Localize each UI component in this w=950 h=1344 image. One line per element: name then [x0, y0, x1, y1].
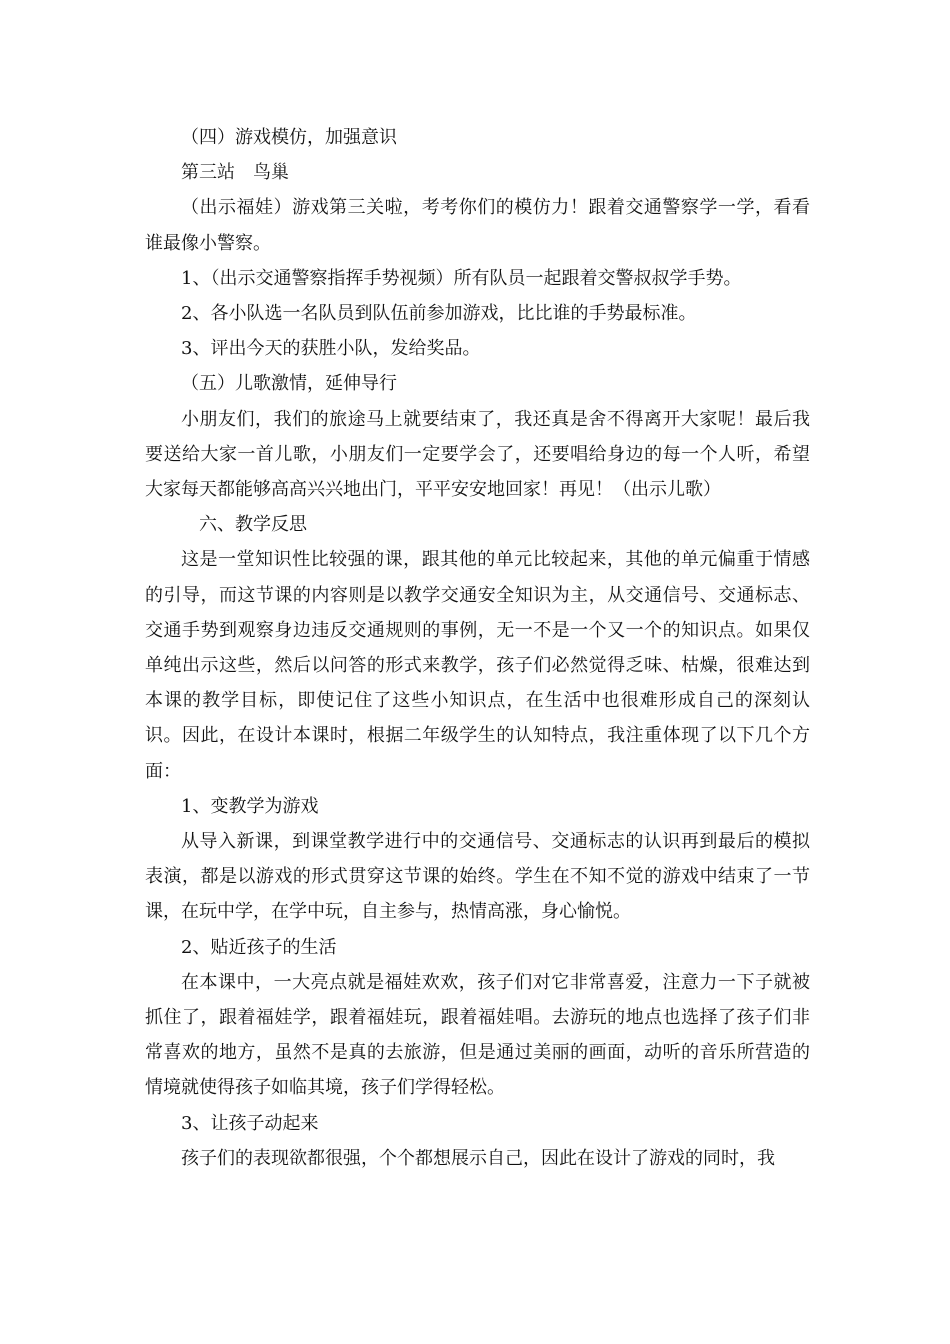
list-item-3: 3、评出今天的获胜小队，发给奖品。: [181, 338, 481, 360]
section-heading-nursery-rhyme: （五）儿歌激情，延伸导行: [181, 373, 397, 395]
point-heading-3: 3、让孩子动起来: [181, 1112, 319, 1134]
paragraph-reflection-intro: 这是一堂知识性比较强的课，跟其他的单元比较起来，其他的单元偏重于情感的引导，而这节课的内容则是以教学交通安全知识为主，从交通信号、交通标志、交通手势到观察身边违反交通规则的事例，无一不是一个又一个的知识点。如果仅单纯出示这些，然后以问答的形式来教学，孩子们必然觉得乏味、枯燥，很难达到本课的教学目标，即使记住了这些小知识点，在生活中也很难形成自己的深刻认识。因此，在设计本课时，根据二年级学生的认知特点，我注重体现了以下几个方面：: [145, 549, 810, 782]
paragraph-point-3: 孩子们的表现欲都很强，个个都想展示自己，因此在设计了游戏的同时，我: [181, 1147, 775, 1169]
list-item-1: 1、（出示交通警察指挥手势视频）所有队员一起跟着交警叔叔学手势。: [181, 267, 742, 289]
paragraph-show-fuwa: （出示福娃）游戏第三关啦，考考你们的模仿力！跟着交通警察学一学，看看谁最像小警察。: [145, 197, 810, 254]
section-heading-game-imitation: （四）游戏模仿，加强意识: [181, 127, 397, 148]
document-page: [145, 120, 810, 1176]
paragraph-point-1: 从导入新课，到课堂教学进行中的交通信号、交通标志的认识再到最后的模拟表演，都是以游戏的形式贯穿这节课的始终。学生在不知不觉的游戏中结束了一节课，在玩中学，在学中玩，自主参与，热情高涨，身心愉悦。: [145, 831, 810, 923]
point-heading-1: 1、变教学为游戏: [181, 795, 319, 817]
list-item-2: 2、各小队选一名队员到队伍前参加游戏，比比谁的手势最标准。: [181, 303, 697, 325]
paragraph-farewell: 小朋友们，我们的旅途马上就要结束了，我还真是舍不得离开大家呢！最后我要送给大家一首儿歌，小朋友们一定要学会了，还要唱给身边的每一个人听，希望大家每天都能够高高兴兴地出门，平平安安地回家！再见！（出示儿歌）: [145, 408, 810, 501]
point-heading-2: 2、贴近孩子的生活: [181, 936, 337, 958]
section-heading-reflection: 六、教学反思: [199, 514, 307, 536]
station-three-heading: 第三站 鸟巢: [181, 162, 289, 184]
paragraph-point-2: 在本课中，一大亮点就是福娃欢欢，孩子们对它非常喜爱，注意力一下子就被抓住了，跟着福娃学，跟着福娃玩，跟着福娃唱。去游玩的地点也选择了孩子们非常喜欢的地方，虽然不是真的去旅游，但是通过美丽的画面，动听的音乐所营造的情境就使得孩子如临其境，孩子们学得轻松。: [145, 971, 810, 1099]
